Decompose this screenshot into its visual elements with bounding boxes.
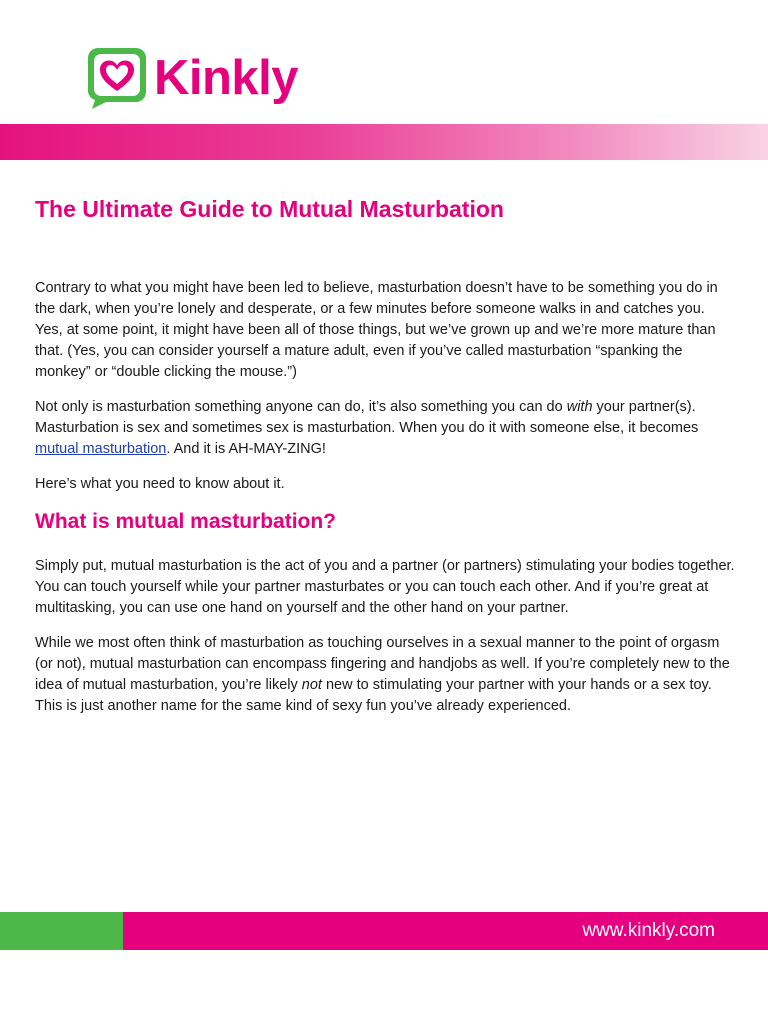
know-paragraph: Here’s what you need to know about it. [35, 475, 285, 492]
footer-band [0, 912, 768, 950]
header-gradient-band [0, 124, 768, 160]
section-heading: What is mutual masturbation? [35, 509, 337, 533]
partner-paragraph-text-1: Not only is masturbation something anyone can do, it’s also something you can do [35, 398, 567, 415]
article-body [35, 196, 735, 731]
article-title: The Ultimate Guide to Mutual Masturbation [35, 196, 504, 222]
footer-green-block [0, 912, 123, 950]
definition-paragraph: Simply put, mutual masturbation is the act of you and a partner (or partners) stimulating your bodies together. You can touch yourself while your partner masturbates or you can touch each other. And if you’re great at multitasking, you can use one hand on yourself and the other hand on your partner. [35, 557, 735, 616]
intro-paragraph: Contrary to what you might have been led to believe, masturbation doesn’t have to be something you do in the dark, when you’re lonely and desperate, or a few minutes before someone walks in and catches you. Yes, at some point, it might have been all of those things, but we’ve grown up and we’re more mature than that. (Yes, you can consider yourself a mature adult, even if you’ve called masturbation “spanking the monkey” or “double clicking the mouse.”) [35, 279, 718, 380]
heart-speech-bubble-icon [86, 46, 148, 110]
footer-url[interactable]: www.kinkly.com [582, 920, 715, 941]
partner-paragraph-text-2: your partner(s). Masturbation is sex and sometimes sex is masturbation. When you do it with someone else, it becomes [35, 398, 699, 436]
partner-paragraph-emphasis: with [566, 398, 593, 415]
footer-pink-block [123, 912, 768, 950]
partner-paragraph-text-3: . And it is AH-MAY-ZING! [166, 440, 326, 457]
fingering-paragraph-text-2: new to stimulating your partner with your hands or a sex toy. This is just another name for the same kind of sexy fun you’ve already experienced. [35, 676, 712, 714]
fingering-paragraph-text-1: While we most often think of masturbation as touching ourselves in a sexual manner to the point of orgasm (or not), mutual masturbation can encompass fingering and handjobs as well. If you’re completely new to the idea of mutual masturbation, you’re likely [35, 634, 730, 693]
fingering-paragraph-emphasis: not [301, 676, 322, 693]
fingering-paragraph [35, 633, 735, 717]
brand-name: Kinkly [154, 50, 299, 105]
brand-logo[interactable] [86, 46, 298, 110]
partner-paragraph [35, 397, 735, 460]
mutual-masturbation-link[interactable]: mutual masturbation [35, 440, 167, 457]
